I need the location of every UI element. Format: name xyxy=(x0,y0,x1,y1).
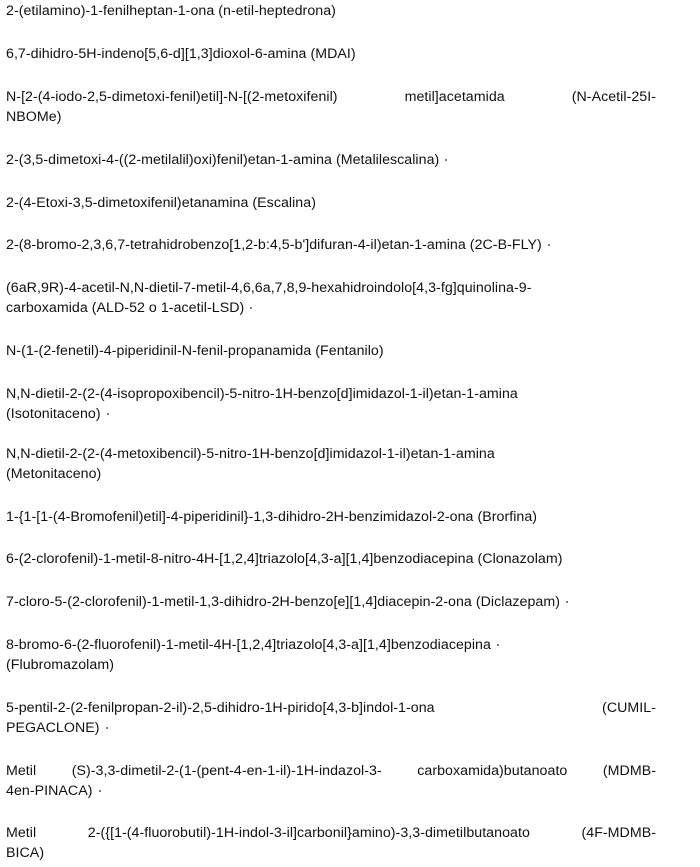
substance-entry xyxy=(6,592,656,612)
scan-speck xyxy=(566,601,568,603)
substance-entry xyxy=(6,635,656,675)
substance-name: 1-{1-[1-(4-Bromofenil)etil]-4-piperidinil}-1,3-dihidro-2H-benzimidazol-2-ona (Brorfina) xyxy=(6,509,538,525)
substance-name: N-(1-(2-fenetil)-4-piperidinil-N-fenil-propanamida (Fentanilo) xyxy=(6,343,384,359)
substance-name-line-2: carboxamida (ALD-52 o 1-acetil-LSD) xyxy=(6,298,656,318)
substance-name-line-1: 8-bromo-6-(2-fluorofenil)-1-metil-4H-[1,2,4]triazolo[4,3-a][1,4]benzodiacepina xyxy=(6,637,499,653)
substance-entry xyxy=(6,150,656,170)
substance-name-line-1: N-[2-(4-iodo-2,5-dimetoxi-fenil)etil]-N-[(2-metoxifenil) metil]acetamida (N-Acetil-25I- xyxy=(6,89,656,105)
substance-entry xyxy=(6,278,656,318)
scan-speck xyxy=(548,244,550,246)
scan-speck xyxy=(99,790,101,792)
substance-name-line-2: (Flubromazolam) xyxy=(6,657,114,673)
substance-entry xyxy=(6,341,656,361)
substance-name-line-2: BICA) xyxy=(6,845,45,861)
substance-name-line-1: Metil (S)-3,3-dimetil-2-(1-(pent-4-en-1-il)-1H-indazol-3- carboxamida)butanoato (MDMB- xyxy=(6,763,656,779)
substance-name: 2-(8-bromo-2,3,6,7-tetrahidrobenzo[1,2-b:4,5-b']difuran-4-il)etan-1-amina (2C-B-FLY) xyxy=(6,237,542,253)
substance-name: 2-(etilamino)-1-fenilheptan-1-ona (n-etil-heptedrona) xyxy=(6,3,336,19)
substance-name-line-2: (Metonitaceno) xyxy=(6,466,102,482)
scan-speck xyxy=(250,307,252,309)
scan-speck xyxy=(445,159,447,161)
substance-name-line-1: (6aR,9R)-4-acetil-N,N-dietil-7-metil-4,6,6a,7,8,9-hexahidroindolo[4,3-fg]quinolina-9- xyxy=(6,280,532,296)
substance-entry xyxy=(6,698,656,738)
scan-speck xyxy=(106,727,108,729)
substance-entry xyxy=(6,193,656,213)
scan-speck xyxy=(497,644,499,646)
substance-entry xyxy=(6,444,656,484)
substance-name: 7-cloro-5-(2-clorofenil)-1-metil-1,3-dihidro-2H-benzo[e][1,4]diacepin-2-ona (Diclazepam) xyxy=(6,594,560,610)
substance-entry xyxy=(6,44,656,64)
substance-name-line-1: N,N-dietil-2-(2-(4-metoxibencil)-5-nitro-1H-benzo[d]imidazol-1-il)etan-1-amina xyxy=(6,446,495,462)
substance-name-line-1: N,N-dietil-2-(2-(4-isopropoxibencil)-5-nitro-1H-benzo[d]imidazol-1-il)etan-1-amina xyxy=(6,386,518,402)
substance-entry xyxy=(6,823,656,863)
substance-name: 6,7-dihidro-5H-indeno[5,6-d][1,3]dioxol-6-amina (MDAI) xyxy=(6,46,356,62)
substance-entry xyxy=(6,761,656,801)
substance-entry xyxy=(6,384,656,424)
substance-entry xyxy=(6,87,656,127)
substance-name-line-2: (Isotonitaceno) xyxy=(6,404,656,424)
substance-entry xyxy=(6,507,656,527)
substance-entry xyxy=(6,235,656,255)
substance-name: 6-(2-clorofenil)-1-metil-8-nitro-4H-[1,2,4]triazolo[4,3-a][1,4]benzodiacepina (Clonazolam) xyxy=(6,551,563,567)
substance-name-line-1: Metil 2-({[1-(4-fluorobutil)-1H-indol-3-il]carbonil}amino)-3,3-dimetilbutanoato (4F-MDMB- xyxy=(6,825,656,841)
substance-entry xyxy=(6,1,656,21)
substance-name-line-2: NBOMe) xyxy=(6,109,62,125)
scan-speck xyxy=(107,413,109,415)
substance-entry xyxy=(6,549,656,569)
substance-name: 2-(3,5-dimetoxi-4-((2-metilalil)oxi)fenil)etan-1-amina (Metalilescalina) xyxy=(6,152,440,168)
substance-name: 2-(4-Etoxi-3,5-dimetoxifenil)etanamina (Escalina) xyxy=(6,195,316,211)
substance-name-line-2: 4en-PINACA) xyxy=(6,781,656,801)
substance-name-line-1: 5-pentil-2-(2-fenilpropan-2-il)-2,5-dihidro-1H-pirido[4,3-b]indol-1-ona (CUMIL- xyxy=(6,700,656,716)
substance-name-line-2: PEGACLONE) xyxy=(6,718,656,738)
